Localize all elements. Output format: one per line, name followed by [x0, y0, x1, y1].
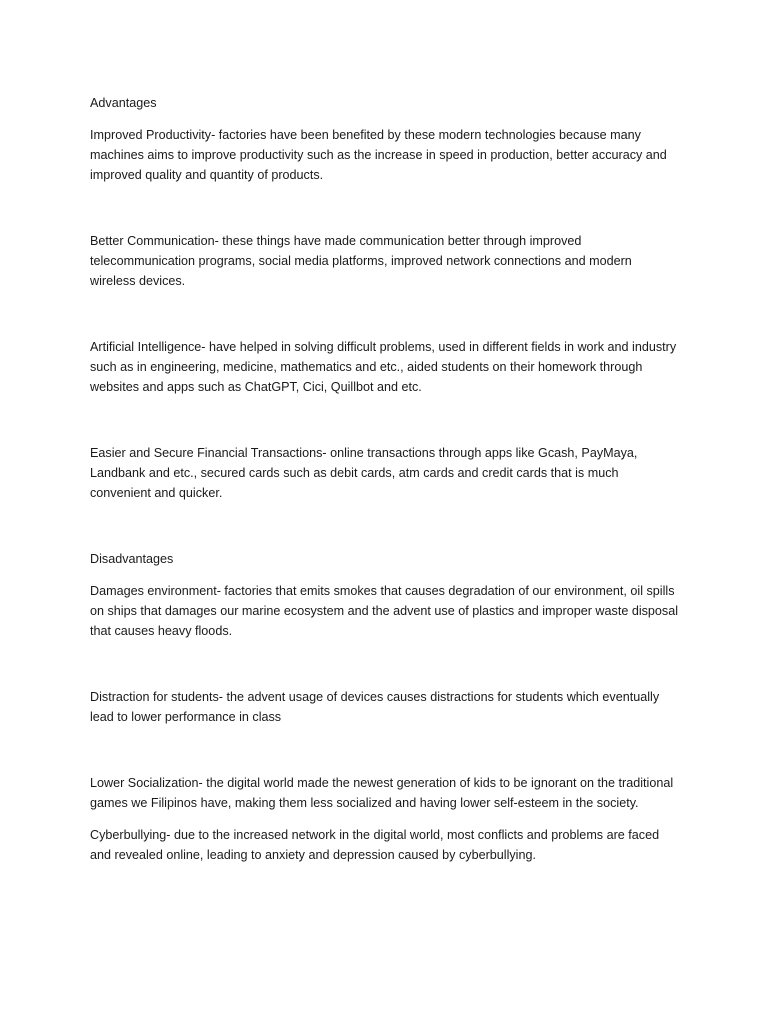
spacer	[90, 291, 680, 337]
disadvantage-socialization: Lower Socialization- the digital world made the newest generation of kids to be ignorant on the traditional games we Filipinos have, making them less socialized and having lower self-esteem in the society.	[90, 776, 674, 810]
spacer	[90, 503, 680, 549]
advantages-heading: Advantages	[90, 96, 157, 110]
spacer	[90, 569, 680, 581]
advantage-productivity: Improved Productivity- factories have been benefited by these modern technologies because many machines aims to improve productivity such as the increase in speed in production, better accuracy and improved quality and quantity of products.	[90, 128, 667, 182]
spacer	[90, 813, 680, 825]
disadvantages-heading: Disadvantages	[90, 552, 174, 566]
spacer	[90, 397, 680, 443]
spacer	[90, 185, 680, 231]
advantage-ai: Artificial Intelligence- have helped in solving difficult problems, used in different fields in work and industry such as in engineering, medicine, mathematics and etc., aided students on their homework through websites and apps such as ChatGPT, Cici, Quillbot and etc.	[90, 340, 677, 394]
advantage-communication: Better Communication- these things have made communication better through improved telecommunication programs, social media platforms, improved network connections and modern wireless devices.	[90, 234, 632, 288]
spacer	[90, 113, 680, 125]
advantage-financial: Easier and Secure Financial Transactions- online transactions through apps like Gcash, PayMaya, Landbank and etc., secured cards such as debit cards, atm cards and credit cards that is much convenient and quicker.	[90, 446, 638, 500]
disadvantage-environment: Damages environment- factories that emits smokes that causes degradation of our environment, oil spills on ships that damages our marine ecosystem and the advent use of plastics and improper waste disposal that causes heavy floods.	[90, 584, 679, 638]
spacer	[90, 641, 680, 687]
disadvantage-distraction: Distraction for students- the advent usage of devices causes distractions for students which eventually lead to lower performance in class	[90, 690, 660, 724]
spacer	[90, 727, 680, 773]
disadvantage-cyberbullying: Cyberbullying- due to the increased network in the digital world, most conflicts and problems are faced and revealed online, leading to anxiety and depression caused by cyberbullying.	[90, 828, 660, 862]
